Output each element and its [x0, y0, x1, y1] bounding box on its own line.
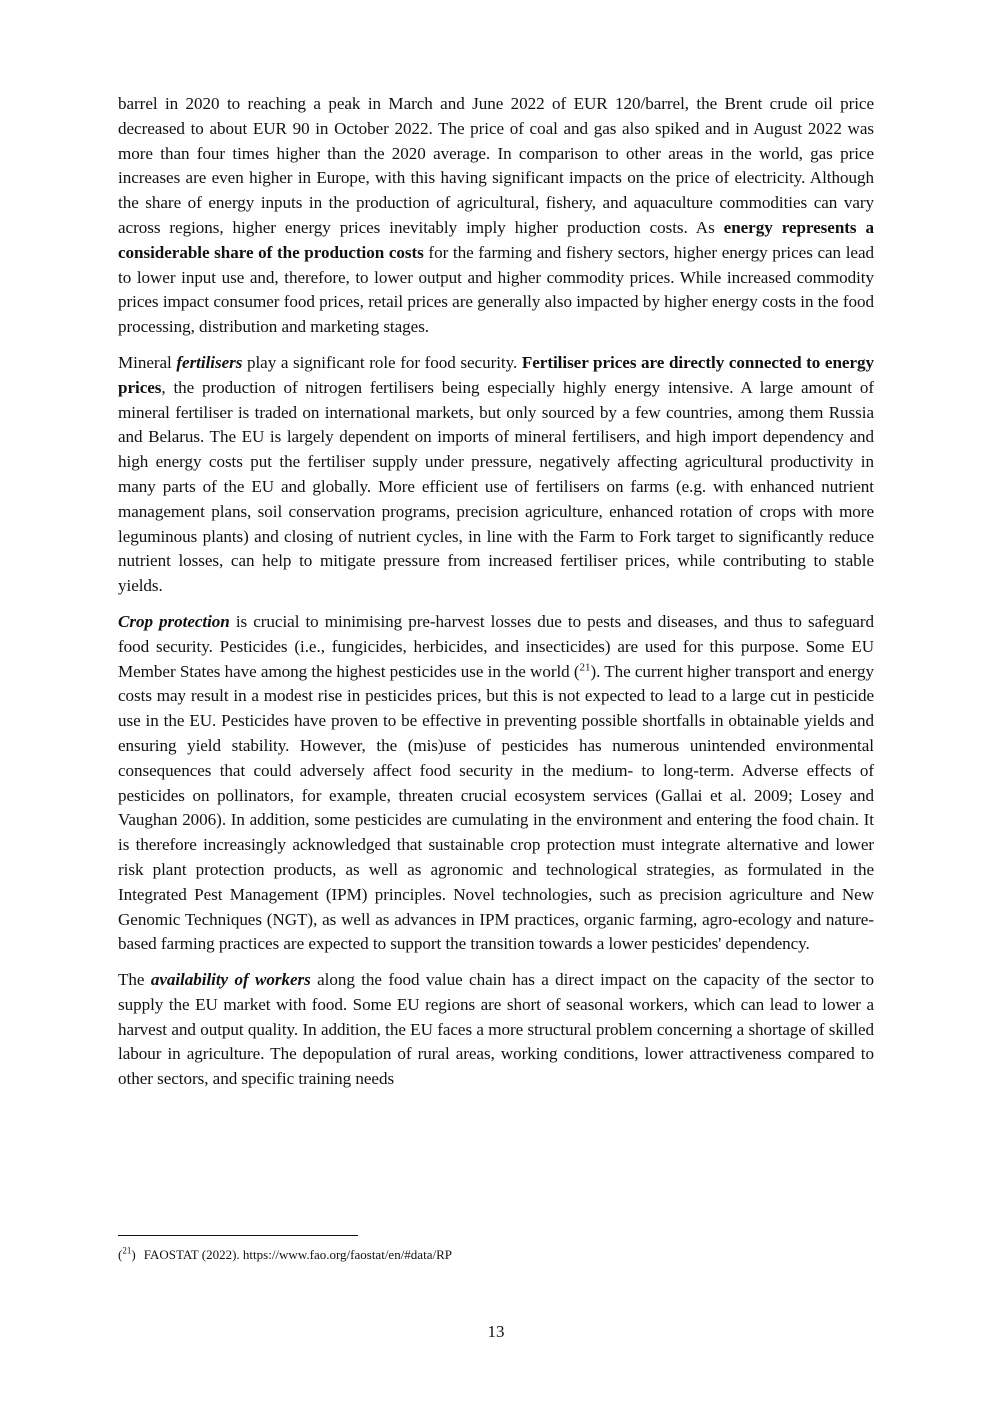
text-run: The: [118, 970, 151, 990]
text-run: play a significant role for food security.: [242, 352, 522, 372]
text-run: , the production of nitrogen fertilisers being especially highly energy intensive. A large amount of mineral fertiliser is traded on international markets, but only sourced by a few countries, among them Russia and Belarus. The EU is largely dependent on imports of mineral fertilisers, and high import dependency and high energy costs put the fertiliser supply under pressure, negatively affecting agricultural productivity in many parts of the EU and globally. More efficient use of fertilisers on farms (e.g. with enhanced nutrient management plans, soil conservation programs, precision agriculture, enhanced rotation of crops with more leguminous plants) and closing of nutrient cycles, in line with the Farm to Fork target to significantly reduce nutrient losses, can help to mitigate pressure from increased fertiliser prices, while contributing to stable yields.: [118, 377, 874, 596]
paragraph-workers: [118, 968, 874, 1092]
page-number: 13: [487, 1322, 505, 1341]
bold-phrase: Fertiliser prices are directly connected to energy prices: [118, 352, 874, 397]
text-run: barrel in 2020 to reaching a peak in March and June 2022 of EUR 120/barrel, the Brent crude oil price decreased to about EUR 90 in October 2022. The price of coal and gas also spiked and in August 2022 was more than four times higher than the 2020 average. In comparison to other areas in the world, gas price increases are even higher in Europe, with this having significant impacts on the price of electricity. Although the share of energy inputs in the production of agricultural, fishery, and aquaculture commodities can vary across regions, higher energy prices inevitably imply higher production costs. As: [118, 94, 874, 237]
footnote-divider: [118, 1235, 358, 1236]
footnote-number: 21: [122, 1245, 132, 1256]
footnote-open-paren: (: [118, 1247, 123, 1262]
text-run: along the food value chain has a direct impact on the capacity of the sector to supply the EU market with food. Some EU regions are short of seasonal workers, which can lead to lower a harvest and output quality. In addition, the EU faces a more structural problem concerning a shortage of skilled labour in agriculture. The depopulation of rural areas, working conditions, lower attractiveness compared to other sectors, and specific training needs: [118, 970, 874, 1089]
text-run: is crucial to minimising pre-harvest losses due to pests and diseases, and thus to safeguard food security. Pesticides (i.e., fungicides, herbicides, and insecticides) are used for this purpose. Some EU Member States have among the highest pesticides use in the world (: [118, 611, 874, 681]
bold-italic-term: fertilisers: [176, 352, 243, 372]
paragraph-crop-protection: [118, 610, 874, 957]
text-run: Mineral: [118, 352, 177, 372]
footnote-reference[interactable]: 21: [579, 660, 591, 673]
text-run: for the farming and fishery sectors, higher energy prices can lead to lower input use and, therefore, to lower output and higher commodity prices. While increased commodity prices impact consumer food prices, retail prices are generally also impacted by higher energy costs in the food processing, distribution and marketing stages.: [118, 242, 874, 337]
paragraph-energy-prices: [118, 92, 874, 340]
bold-italic-term: availability of workers: [150, 970, 311, 990]
bold-phrase: energy represents a considerable share of the production costs: [118, 217, 874, 262]
text-run: ). The current higher transport and energy costs may result in a modest rise in pesticides prices, but this is not expected to lead to a large cut in pesticide use in the EU. Pesticides have proven to be effective in preventing possible shortfalls in obtainable yields and ensuring yield stability. However, the (mis)use of pesticides has numerous unintended environmental consequences that could adversely affect food security in the medium- to long-term. Adverse effects of pesticides on pollinators, for example, threaten crucial ecosystem services (Gallai et al. 2009; Losey and Vaughan 2006). In addition, some pesticides are cumulating in the environment and entering the food chain. It is therefore increasingly acknowledged that sustainable crop protection must integrate alternative and lower risk plant protection products, as well as agronomic and technological strategies, as formulated in the Integrated Pest Management (IPM) principles. Novel technologies, such as precision agriculture and New Genomic Techniques (NGT), as well as advances in IPM practices, organic farming, agro-ecology and nature-based farming practices are expected to support the transition towards a lower pesticides' dependency.: [118, 661, 874, 954]
page-body: [118, 92, 874, 1103]
footnote-close-paren: ): [131, 1247, 136, 1262]
footnote: [118, 1246, 452, 1264]
bold-italic-term: Crop protection: [118, 611, 230, 631]
paragraph-fertilisers: [118, 351, 874, 599]
footnote-source[interactable]: FAOSTAT (2022). https://www.fao.org/faostat/en/#data/RP: [143, 1247, 452, 1262]
